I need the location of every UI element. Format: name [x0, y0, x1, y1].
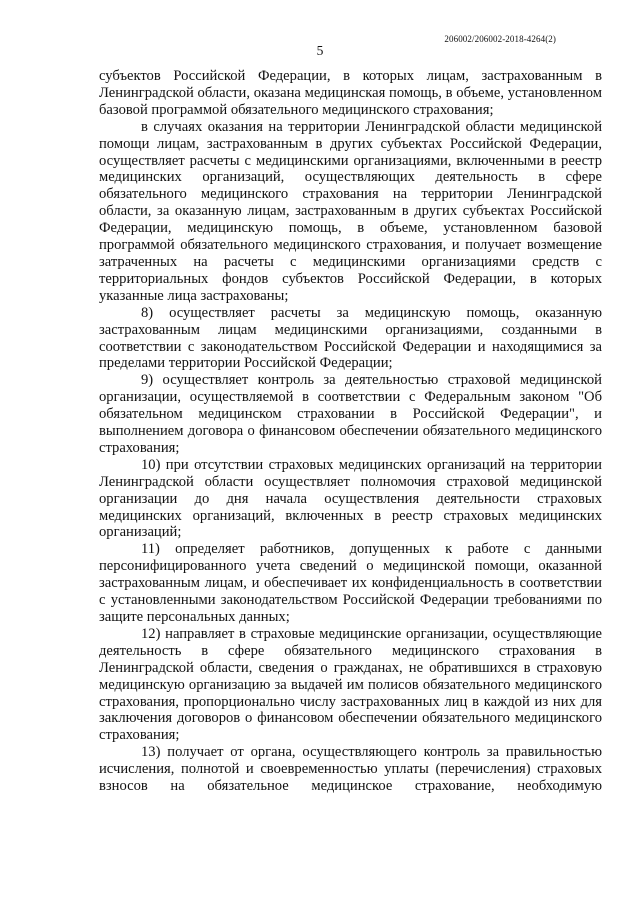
- paragraph: 13) получает от органа, осуществляющего контроль за правильностью исчисления, полнотой и своевременностью уплаты (перечисления) страховых взносов на обязательное медицинское страхование, необходимую: [99, 744, 602, 795]
- paragraph: 12) направляет в страховые медицинские организации, осуществляющие деятельность в сфере обязательного медицинского страхования в Ленинградской области, сведения о гражданах, не обратившихся в страховую медицинскую организацию за выдачей им полисов обязательного медицинского страхования, пропорционально числу застрахованных лиц в каждой из них для заключения договоров о финансовом обеспечении обязательного медицинского страхования;: [99, 625, 602, 744]
- document-body: [99, 68, 602, 795]
- paragraph: 10) при отсутствии страховых медицинских организаций на территории Ленинградской области осуществляет полномочия страховой медицинской организации до дня начала осуществления деятельности страховых медицинских организаций, включенных в реестр страховых медицинских организаций;: [99, 456, 602, 541]
- paragraph: субъектов Российской Федерации, в которых лицам, застрахованным в Ленинградской области, оказана медицинская помощь, в объеме, установленном базовой программой обязательного медицинского страхования;: [99, 68, 602, 118]
- paragraph: 8) осуществляет расчеты за медицинскую помощь, оказанную застрахованным лицам медицинскими организациями, созданными в соответствии с законодательством Российской Федерации и находящимися за пределами территории Российской Федерации;: [99, 304, 602, 372]
- paragraph: в случаях оказания на территории Ленинградской области медицинской помощи лицам, застрахованным в других субъектах Российской Федерации, осуществляет расчеты с медицинскими организациями, включенными в реестр медицинских организаций, осуществляющих деятельность в сфере обязательного медицинского страхования на территории Ленинградской области, за оказанную лицам, застрахованным в других субъектах Российской Федерации, медицинскую помощь, в объеме, установленном базовой программой обязательного медицинского страхования, и получает возмещение затраченных на расчеты с медицинскими организациями средств с территориальных фондов субъектов Российской Федерации, в которых указанные лица застрахованы;: [99, 118, 602, 304]
- paragraph: 11) определяет работников, допущенных к работе с данными персонифицированного учета сведений о медицинской помощи, оказанной застрахованным лицам, и обеспечивает их конфиденциальность в соответствии с установленными законодательством Российской Федерации требованиями по защите персональных данных;: [99, 541, 602, 625]
- document-id: 206002/206002-2018-4264(2): [444, 34, 556, 44]
- paragraph: 9) осуществляет контроль за деятельностью страховой медицинской организации, осуществляемой в соответствии с Федеральным законом "Об обязательном медицинском страховании в Российской Федерации", и выполнением договора о финансовом обеспечении обязательного медицинского страхования;: [99, 372, 602, 456]
- page-number: 5: [316, 43, 324, 58]
